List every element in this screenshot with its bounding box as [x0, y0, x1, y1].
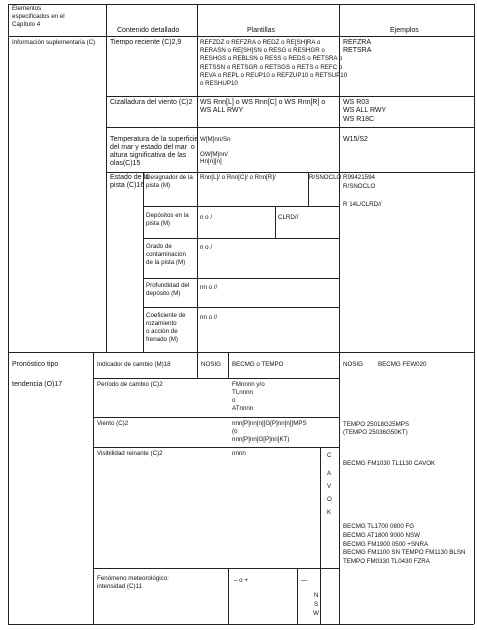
wind-shear-example: WS R03 WS ALL RWY WS R18C: [343, 99, 387, 123]
divider: [143, 238, 339, 239]
recent-weather-label: Tiempo reciente (C)2,9: [110, 39, 182, 46]
trend-label-2: tendencia (O)17: [12, 381, 63, 388]
sea-state-label: Temperatura de la superficie del mar y estado del mar o altura significativa de las olas(C)15: [110, 136, 199, 168]
change-indicator-label: Indicador de cambio (M)18: [97, 361, 171, 368]
weather-template-a: – o +: [234, 577, 248, 584]
col-divider: [228, 352, 229, 378]
cavok-letter: K: [327, 509, 332, 516]
runway-designator-template: Rnn[L]/ o Rnn[C]/ o Rnn[R]/: [200, 174, 276, 181]
table-bottom-border: [8, 624, 474, 625]
wind-example: TEMPO 25018G25MPS (TEMPO 25036G50KT): [343, 421, 410, 437]
divider: [143, 307, 339, 308]
header-ejemplos: Ejemplos: [390, 27, 419, 34]
weather-label: Fenómeno meteorológico: intensidad (C)11: [97, 575, 169, 591]
trend-label-1: Pronóstico tipo: [12, 361, 59, 368]
divider: [106, 172, 474, 173]
col-divider: [275, 206, 276, 238]
col-divider: [339, 4, 340, 624]
col-divider: [197, 4, 198, 352]
contamination-template: n o /: [200, 244, 213, 251]
rsnoclo-template: R/SNOCLO: [309, 174, 342, 181]
divider: [106, 96, 474, 97]
clrd-template: CLRD//: [278, 214, 299, 221]
change-period-label: Período de cambio (C)2: [97, 381, 163, 388]
divider: [143, 278, 339, 279]
divider: [93, 447, 339, 448]
cavok-letter: A: [327, 470, 332, 477]
deposits-template: n o /: [200, 214, 213, 221]
divider: [93, 378, 339, 379]
col-divider: [143, 172, 144, 352]
header-elements: Elementos especificados en el Capítulo 4: [12, 5, 65, 28]
table-left-border: [8, 4, 9, 624]
visibility-example-1: BECMG FM1030 TL1130 CAVOK: [343, 460, 436, 467]
col-divider: [93, 352, 94, 624]
runway-state-label: Estado de la pista (C)16: [110, 174, 149, 190]
depth-template: nn o //: [200, 284, 218, 291]
cavok-letter: V: [327, 483, 332, 490]
nosig-template: NOSIG: [201, 361, 221, 368]
friction-template: nn o //: [200, 314, 218, 321]
nsw-letter: N: [314, 592, 319, 599]
nsw-letter: W: [313, 610, 319, 617]
runway-state-example: R99421594 R/SNOCLO R 14L/CLRD//: [343, 174, 382, 208]
section-divider: [8, 352, 474, 353]
col-divider: [228, 568, 229, 624]
col-divider: [106, 4, 107, 352]
cavok-letter: C: [327, 452, 332, 459]
table-top-border: [8, 4, 474, 5]
becmg-example: BECMG FEW020: [378, 361, 427, 368]
recent-weather-example: REFZRA RETSRA: [343, 39, 372, 55]
weather-template-b: —: [301, 577, 308, 584]
depth-label: Profundidad del depósito (M): [146, 282, 190, 298]
visibility-label: Visibilidad reinante (C)2: [97, 450, 163, 457]
change-period-template: FMnnnn y/o TLnnnn o ATnnnn: [232, 381, 265, 413]
visibility-example-2: BECMG TL1700 0800 FG BECMG AT1800 9000 NSW BECMG FM1900 0500 +SNRA BECMG FM1100 SN TEMPO FM1130 BLSN TEMPO FM0330 TL0430 FZRA: [343, 523, 466, 566]
col-divider: [297, 568, 298, 624]
col-divider: [197, 352, 198, 378]
divider: [143, 206, 339, 207]
col-divider: [320, 447, 321, 624]
wind-shear-template: WS Rnn[L] o WS Rnn[C] o WS Rnn[R] o WS ALL RWY: [200, 99, 326, 115]
recent-weather-template: REFZDZ o REFZRA o REDZ o RE[SH]RA o RERASN o RE[SH]SN o RESG o RESHGR o RESHGS o REBLSN o RESS o REDS o RETSRA o RETSSN o RETSGR o RETSGS o RETS o REFC o REVA o REPL o REUP10 o REFZUP10 o RETSUP10 o RESHUP10: [200, 39, 348, 87]
runway-designator-label: Designador de la pista (M): [146, 174, 193, 190]
sea-state-template: W[M]nn/Sn OW[M]nn/ Hn[n][n]: [200, 136, 231, 166]
wind-shear-label: Cizalladura del viento (C)2: [110, 99, 193, 106]
becmg-tempo-template: BECMG o TEMPO: [232, 361, 284, 368]
cavok-letter: O: [327, 496, 332, 503]
wind-label: Viento (C)2: [97, 420, 129, 427]
visibility-template: nnnn: [232, 450, 246, 457]
supplementary-label: Información suplementaria (C): [12, 39, 96, 46]
header-plantillas: Plantillas: [247, 27, 276, 34]
wind-template: nnn[P]nn[n][G[P]nn[n]]MPS (o nnn[P]nn[G[P]nn]KT): [232, 420, 307, 444]
divider: [93, 417, 339, 418]
divider: [106, 127, 474, 128]
nosig-example: NOSIG: [343, 361, 363, 368]
nsw-letter: S: [314, 601, 319, 608]
deposits-label: Depósitos en la pista (M): [146, 212, 189, 228]
table-right-border: [474, 4, 475, 624]
contamination-label: Grado de contaminación de la pista (M): [146, 243, 186, 267]
divider: [93, 568, 339, 569]
sea-state-example: W15/S2: [343, 136, 368, 143]
header-contenido: Contenido detallado: [117, 27, 180, 34]
header-divider: [8, 36, 474, 37]
friction-label: Coeficiente de rozamiento o acción de frenado (M): [146, 312, 186, 344]
